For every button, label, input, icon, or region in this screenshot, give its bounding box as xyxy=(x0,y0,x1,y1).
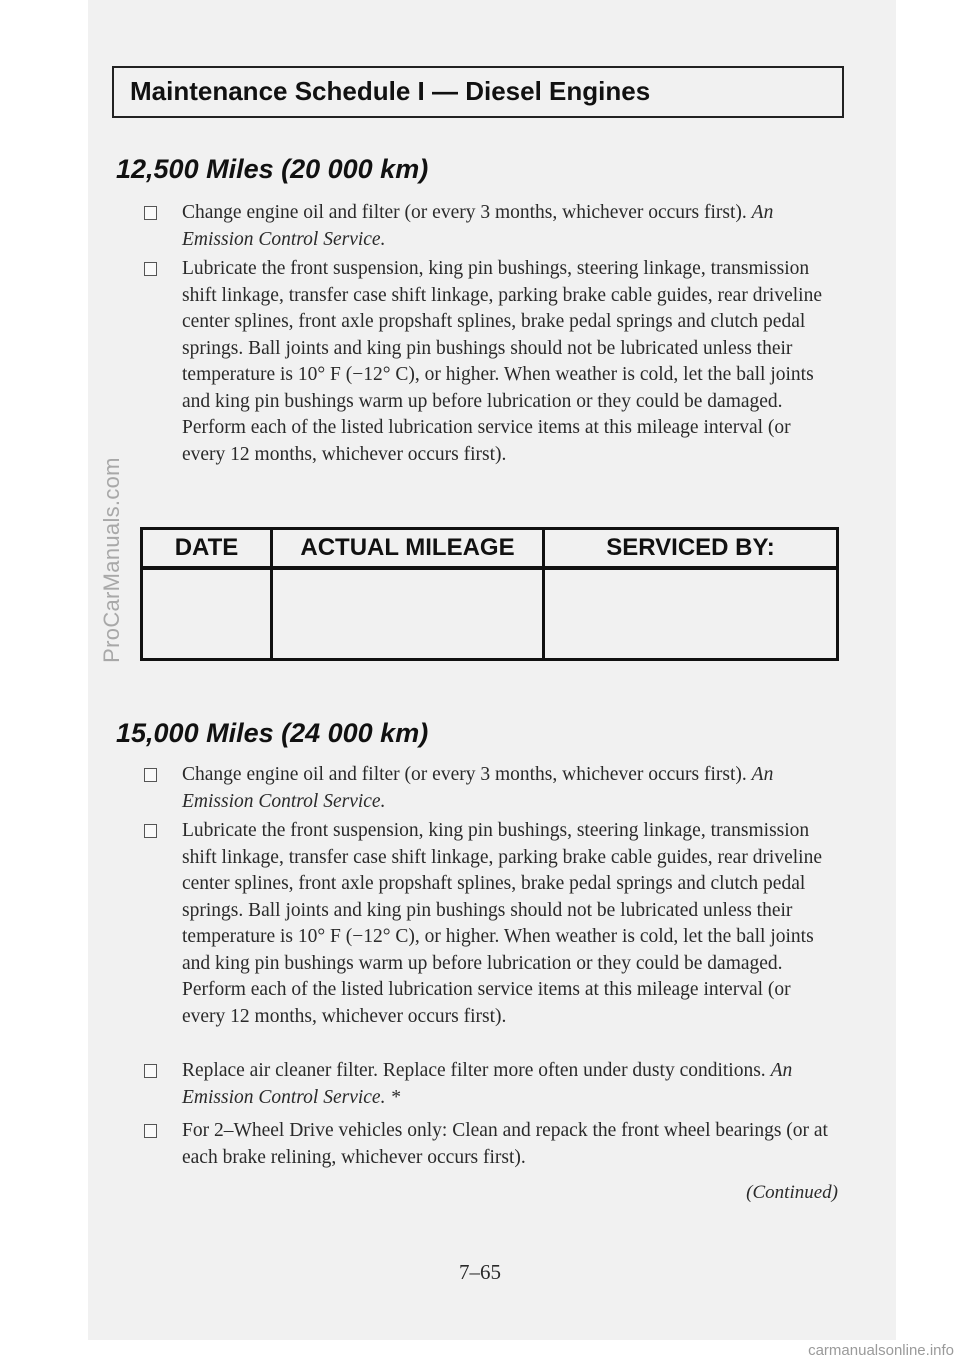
item-emphasis: An Emission Control Service. xyxy=(182,202,774,250)
checkbox[interactable] xyxy=(144,768,157,782)
checkbox[interactable] xyxy=(144,1124,157,1138)
column-header-serviced-by: SERVICED BY: xyxy=(544,529,838,569)
list-item xyxy=(144,762,834,815)
page-number: 7–65 xyxy=(459,1260,501,1284)
item-text: Lubricate the front suspension, king pin bushings, steering linkage, transmission shift linkage, transfer case shift linkage, parking brake cable guides, rear driveline center splines, front axle propshaft splines, brake pedal springs and clutch pedal springs. Ball joints and king pin bushings should not be lubricated unless their temperature is 10° F (−12° C), or higher. When weather is cold, let the ball joints and king pin bushings warm up before lubrication or they could be damaged. Perform each of the listed lubrication service items at this mileage interval (or every 12 months, whichever occurs first). xyxy=(182,258,822,465)
section-title-12500: 12,500 Miles (20 000 km) xyxy=(116,154,429,184)
table-row xyxy=(142,568,838,660)
item-text: Lubricate the front suspension, king pin bushings, steering linkage, transmission shift linkage, transfer case shift linkage, parking brake cable guides, rear driveline center splines, front axle propshaft splines, brake pedal springs and clutch pedal springs. Ball joints and king pin bushings should not be lubricated unless their temperature is 10° F (−12° C), or higher. When weather is cold, let the ball joints and king pin bushings warm up before lubrication or they could be damaged. Perform each of the listed lubrication service items at this mileage interval (or every 12 months, whichever occurs first). xyxy=(182,820,822,1027)
checkbox[interactable] xyxy=(144,262,157,276)
service-record-table xyxy=(140,527,839,661)
continued-note: (Continued) xyxy=(746,1182,838,1203)
side-watermark: ProCarManuals.com xyxy=(99,457,124,663)
date-cell[interactable] xyxy=(142,568,272,660)
list-item xyxy=(144,1058,834,1111)
serviced-by-cell[interactable] xyxy=(544,568,838,660)
item-text: Change engine oil and filter (or every 3 months, whichever occurs first). xyxy=(182,202,747,223)
checkbox[interactable] xyxy=(144,824,157,838)
column-header-date: DATE xyxy=(142,529,272,569)
list-item xyxy=(144,818,834,1030)
item-text: For 2–Wheel Drive vehicles only: Clean and repack the front wheel bearings (or at each brake relining, whichever occurs first). xyxy=(182,1120,828,1168)
item-emphasis: An Emission Control Service. xyxy=(182,764,774,812)
section-title-15000: 15,000 Miles (24 000 km) xyxy=(116,718,429,748)
bottom-watermark: carmanualsonline.info xyxy=(808,1342,954,1359)
item-text: Change engine oil and filter (or every 3 months, whichever occurs first). xyxy=(182,764,747,785)
list-item xyxy=(144,200,834,253)
list-item xyxy=(144,1118,834,1171)
page-title: Maintenance Schedule I — Diesel Engines xyxy=(130,76,651,106)
checkbox[interactable] xyxy=(144,206,157,220)
item-text: Replace air cleaner filter. Replace filter more often under dusty conditions. xyxy=(182,1060,766,1081)
section-header xyxy=(112,66,844,118)
actual-mileage-cell[interactable] xyxy=(272,568,544,660)
checkbox[interactable] xyxy=(144,1064,157,1078)
column-header-actual-mileage: ACTUAL MILEAGE xyxy=(272,529,544,569)
item-emphasis: An Emission Control Service. * xyxy=(182,1060,793,1108)
list-item xyxy=(144,256,834,468)
table-header-row xyxy=(142,529,838,569)
